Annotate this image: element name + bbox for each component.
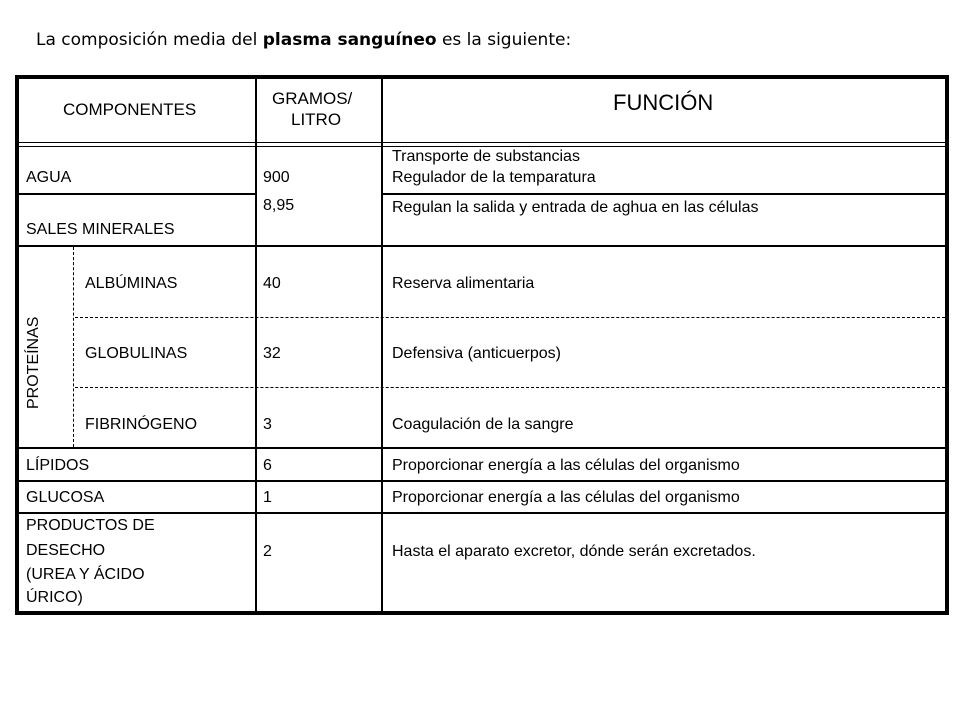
cell-desecho-line3: (UREA Y ÁCIDO [26,566,145,583]
cell-desecho-gramos: 2 [263,543,272,560]
cell-lipidos: LÍPIDOS [26,457,90,474]
cell-desecho-line2: DESECHO [26,542,106,559]
row-sep-lipidos [19,480,945,482]
row-sep-glucosa [19,512,945,514]
cell-sales-funcion: Regulan la salida y entrada de aghua en las células [392,199,759,216]
cell-desecho-line4: ÚRICO) [26,589,83,606]
cell-albuminas-funcion: Reserva alimentaria [392,275,535,292]
intro-text [36,30,571,50]
cell-glucosa-gramos: 1 [263,489,272,506]
cell-agua: AGUA [26,169,72,186]
cell-lipidos-gramos: 6 [263,457,272,474]
intro-prefix: La composición media del [36,30,263,50]
cell-albuminas-gramos: 40 [263,275,281,292]
row-sep-globulinas [75,387,945,388]
cell-fibrinogeno: FIBRINÓGENO [85,416,198,433]
cell-sales: SALES MINERALES [26,221,175,238]
header-funcion: FUNCIÓN [613,90,714,115]
row-sep-sales [19,245,945,247]
cell-glucosa-funcion: Proporcionar energía a las células del organismo [392,489,740,506]
proteinas-divider [73,247,74,447]
cell-agua-funcion-2: Regulador de la temparatura [392,169,596,186]
cell-glucosa: GLUCOSA [26,489,105,506]
cell-lipidos-funcion: Proporcionar energía a las células del organismo [392,457,740,474]
header-gramos-line1: GRAMOS/ [272,89,353,108]
plasma-table [15,75,949,615]
cell-desecho-funcion: Hasta el aparato excretor, dónde serán excretados. [392,543,756,560]
intro-suffix: es la siguiente: [436,30,572,50]
cell-fibrinogeno-gramos: 3 [263,416,272,433]
cell-globulinas: GLOBULINAS [85,345,188,362]
cell-desecho-line1: PRODUCTOS DE [26,517,155,534]
cell-fibrinogeno-funcion: Coagulación de la sangre [392,416,574,433]
cell-albuminas: ALBÚMINAS [85,275,178,292]
cell-globulinas-funcion: Defensiva (anticuerpos) [392,345,561,362]
proteinas-label: PROTEÍNAS [25,316,42,409]
cell-sales-gramos: 8,95 [263,197,295,214]
row-sep-albuminas [75,317,945,318]
header-componentes: COMPONENTES [63,100,197,119]
table-body [19,79,945,611]
cell-agua-funcion-1: Transporte de substancias [392,148,580,165]
cell-globulinas-gramos: 32 [263,345,281,362]
intro-bold: plasma sanguíneo [262,30,437,50]
col-divider-2 [381,79,383,611]
row-sep-agua-right [381,193,945,195]
row-sep-agua-left [19,193,255,195]
row-sep-proteinas [19,447,945,449]
header-gramos-line2: LITRO [291,110,342,129]
col-divider-1 [255,79,257,611]
cell-agua-gramos: 900 [263,169,290,186]
